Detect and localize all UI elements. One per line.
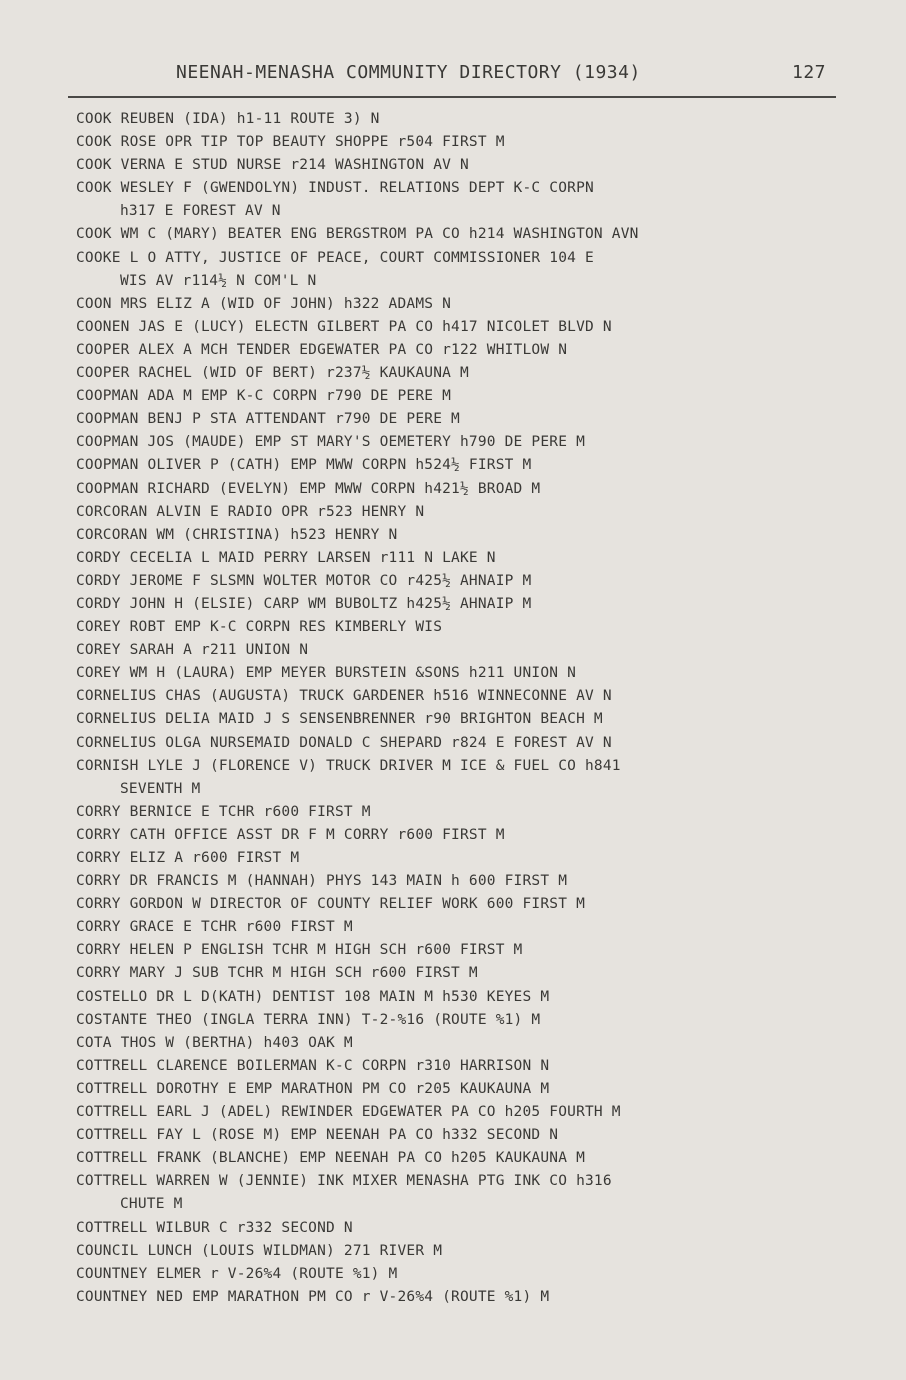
directory-entry: COOK VERNA E STUD NURSE r214 WASHINGTON AV N: [76, 157, 469, 174]
directory-entry: CORNISH LYLE J (FLORENCE V) TRUCK DRIVER M ICE & FUEL CO h841: [76, 757, 621, 774]
directory-entry: COOPMAN JOS (MAUDE) EMP ST MARY'S OEMETERY h790 DE PERE M: [76, 434, 585, 451]
directory-entry: COUNCIL LUNCH (LOUIS WILDMAN) 271 RIVER M: [76, 1242, 443, 1259]
directory-entry: COOPMAN ADA M EMP K-C CORPN r790 DE PERE M: [76, 388, 452, 405]
directory-entry: COOPER ALEX A MCH TENDER EDGEWATER PA CO r122 WHITLOW N: [76, 341, 568, 358]
directory-entry: COON MRS ELIZ A (WID OF JOHN) h322 ADAMS N: [76, 295, 452, 312]
directory-entry: COOPER RACHEL (WID OF BERT) r237½ KAUKAUNA M: [76, 365, 469, 382]
directory-entry: COOPMAN BENJ P STA ATTENDANT r790 DE PERE M: [76, 411, 460, 428]
directory-entry: COREY SARAH A r211 UNION N: [76, 642, 309, 659]
directory-entry: CORNELIUS OLGA NURSEMAID DONALD C SHEPARD r824 E FOREST AV N: [76, 734, 612, 751]
directory-entry: COONEN JAS E (LUCY) ELECTN GILBERT PA CO h417 NICOLET BLVD N: [76, 318, 612, 335]
directory-entry: COTA THOS W (BERTHA) h403 OAK M: [76, 1034, 353, 1051]
page-header: [176, 62, 826, 90]
directory-entry-continuation: h317 E FOREST AV N: [120, 203, 281, 220]
directory-entry: COTTRELL CLARENCE BOILERMAN K-C CORPN r310 HARRISON N: [76, 1057, 550, 1074]
header-rule: [68, 96, 836, 98]
directory-entry: CORRY DR FRANCIS M (HANNAH) PHYS 143 MAIN h 600 FIRST M: [76, 873, 568, 890]
directory-entry: CORDY JOHN H (ELSIE) CARP WM BUBOLTZ h425½ AHNAIP M: [76, 595, 532, 612]
directory-entries: [76, 108, 876, 1309]
directory-entry: COUNTNEY ELMER r V-26%4 (ROUTE %1) M: [76, 1265, 398, 1282]
directory-entry: COTTRELL WARREN W (JENNIE) INK MIXER MENASHA PTG INK CO h316: [76, 1173, 612, 1190]
directory-entry: CORNELIUS CHAS (AUGUSTA) TRUCK GARDENER h516 WINNECONNE AV N: [76, 688, 612, 705]
directory-entry: COOK REUBEN (IDA) h1-11 ROUTE 3) N: [76, 111, 380, 127]
directory-entry: COTTRELL DOROTHY E EMP MARATHON PM CO r205 KAUKAUNA M: [76, 1080, 550, 1097]
directory-entry: COOKE L O ATTY, JUSTICE OF PEACE, COURT COMMISSIONER 104 E: [76, 249, 594, 266]
directory-entry-continuation: CHUTE M: [120, 1196, 183, 1213]
directory-entry: CORRY HELEN P ENGLISH TCHR M HIGH SCH r600 FIRST M: [76, 942, 523, 959]
directory-entry: CORNELIUS DELIA MAID J S SENSENBRENNER r90 BRIGHTON BEACH M: [76, 711, 603, 728]
directory-entry: COTTRELL WILBUR C r332 SECOND N: [76, 1219, 353, 1236]
directory-entry: COOPMAN RICHARD (EVELYN) EMP MWW CORPN h421½ BROAD M: [76, 480, 541, 497]
directory-entry: COOK WM C (MARY) BEATER ENG BERGSTROM PA CO h214 WASHINGTON AVN: [76, 226, 639, 243]
directory-entry-continuation: SEVENTH M: [120, 780, 201, 797]
page-number: 127: [791, 62, 826, 83]
directory-entry: COREY WM H (LAURA) EMP MEYER BURSTEIN &SONS h211 UNION N: [76, 665, 577, 682]
directory-entry: CORCORAN ALVIN E RADIO OPR r523 HENRY N: [76, 503, 425, 520]
directory-entry: CORRY BERNICE E TCHR r600 FIRST M: [76, 803, 371, 820]
page-title: NEENAH-MENASHA COMMUNITY DIRECTORY (1934): [176, 62, 641, 83]
directory-entry: COTTRELL FAY L (ROSE M) EMP NEENAH PA CO h332 SECOND N: [76, 1127, 559, 1144]
directory-entry: CORDY JEROME F SLSMN WOLTER MOTOR CO r425½ AHNAIP M: [76, 572, 532, 589]
directory-entry: CORRY MARY J SUB TCHR M HIGH SCH r600 FIRST M: [76, 965, 478, 982]
directory-entry: COUNTNEY NED EMP MARATHON PM CO r V-26%4 (ROUTE %1) M: [76, 1288, 550, 1305]
directory-entry: COOK ROSE OPR TIP TOP BEAUTY SHOPPE r504 FIRST M: [76, 134, 505, 151]
directory-entry: CORRY GORDON W DIRECTOR OF COUNTY RELIEF WORK 600 FIRST M: [76, 896, 585, 913]
directory-entry: CORRY ELIZ A r600 FIRST M: [76, 850, 300, 866]
directory-entry: COREY ROBT EMP K-C CORPN RES KIMBERLY WIS: [76, 619, 443, 636]
directory-entry: COTTRELL FRANK (BLANCHE) EMP NEENAH PA CO h205 KAUKAUNA M: [76, 1150, 585, 1167]
directory-entry: CORCORAN WM (CHRISTINA) h523 HENRY N: [76, 526, 398, 543]
directory-entry: COTTRELL EARL J (ADEL) REWINDER EDGEWATER PA CO h205 FOURTH M: [76, 1104, 621, 1121]
directory-entry-continuation: WIS AV r114½ N COM'L N: [120, 272, 317, 289]
directory-entry: COOPMAN OLIVER P (CATH) EMP MWW CORPN h524½ FIRST M: [76, 457, 532, 474]
directory-entry: CORRY GRACE E TCHR r600 FIRST M: [76, 919, 353, 936]
directory-entry: COSTANTE THEO (INGLA TERRA INN) T-2-%16 (ROUTE %1) M: [76, 1011, 541, 1028]
directory-entry: CORDY CECELIA L MAID PERRY LARSEN r111 N LAKE N: [76, 549, 496, 566]
directory-entry: COOK WESLEY F (GWENDOLYN) INDUST. RELATIONS DEPT K-C CORPN: [76, 180, 594, 197]
directory-entry: COSTELLO DR L D(KATH) DENTIST 108 MAIN M h530 KEYES M: [76, 988, 550, 1005]
directory-entry: CORRY CATH OFFICE ASST DR F M CORRY r600 FIRST M: [76, 826, 505, 843]
